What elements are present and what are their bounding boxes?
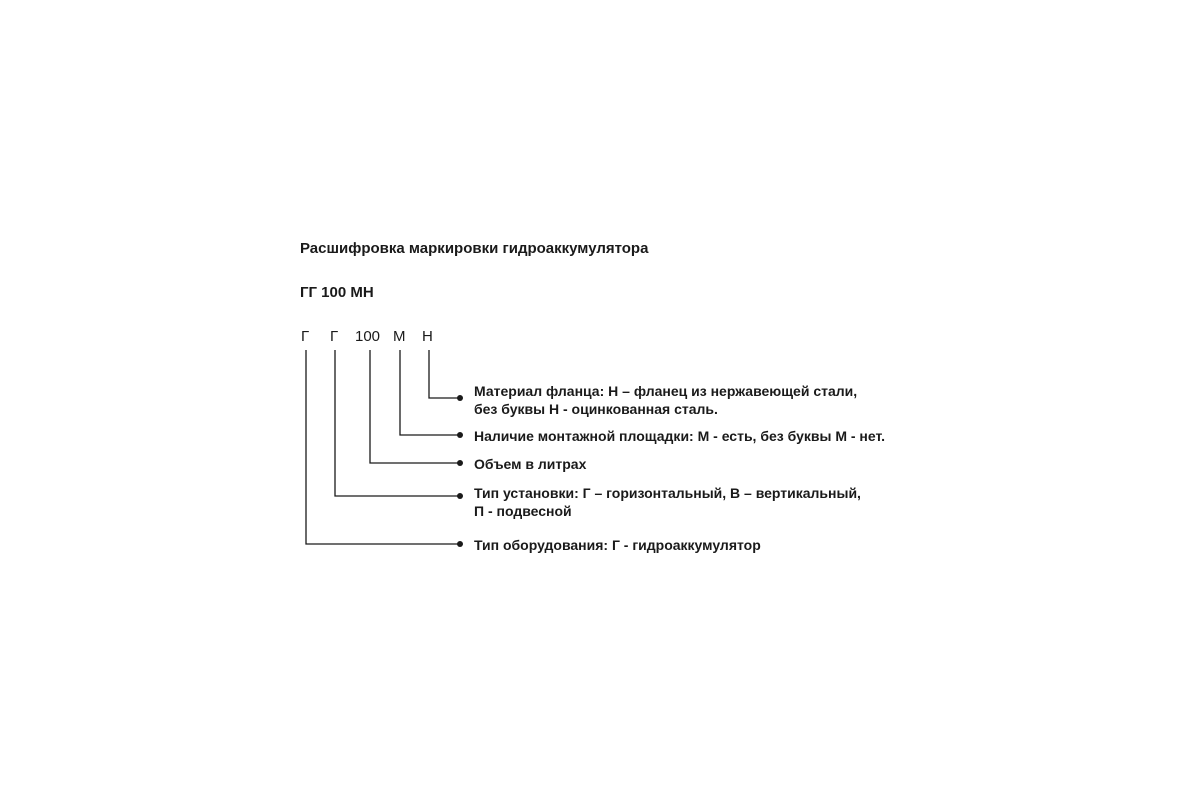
connector-dot-equipment bbox=[457, 541, 463, 547]
code-letter-platform: М bbox=[393, 328, 406, 345]
description-flange bbox=[474, 382, 857, 418]
connector-dot-flange bbox=[457, 395, 463, 401]
connector-volume bbox=[370, 350, 459, 463]
description-platform bbox=[474, 427, 885, 445]
description-platform-line1: Наличие монтажной площадки: М - есть, без буквы М - нет. bbox=[474, 428, 885, 444]
connector-dot-volume bbox=[457, 460, 463, 466]
code-letter-flange: Н bbox=[422, 328, 433, 345]
description-flange-line2: без буквы Н - оцинкованная сталь. bbox=[474, 401, 718, 417]
description-volume bbox=[474, 455, 586, 473]
description-flange-line1: Материал фланца: Н – фланец из нержавеющей стали, bbox=[474, 383, 858, 399]
code-volume: 100 bbox=[355, 328, 381, 345]
description-mounting bbox=[474, 484, 861, 520]
connector-equipment bbox=[306, 350, 459, 544]
description-mounting-line1: Тип установки: Г – горизонтальный, В – вертикальный, bbox=[474, 485, 861, 501]
description-equipment bbox=[474, 536, 761, 554]
connector-dot-mounting bbox=[457, 493, 463, 499]
code-letter-equipment-type: Г bbox=[301, 328, 310, 345]
connector-dot-platform bbox=[457, 432, 463, 438]
description-volume-line1: Объем в литрах bbox=[474, 456, 587, 472]
connector-mounting bbox=[335, 350, 459, 496]
connector-flange bbox=[429, 350, 459, 398]
diagram-title: Расшифровка маркировки гидроаккумулятора bbox=[300, 240, 649, 257]
code-letter-mounting-type: Г bbox=[330, 328, 339, 345]
model-designation: ГГ 100 МН bbox=[300, 284, 374, 301]
description-mounting-line2: П - подвесной bbox=[474, 503, 572, 519]
description-equipment-line1: Тип оборудования: Г - гидроаккумулятор bbox=[474, 537, 761, 553]
